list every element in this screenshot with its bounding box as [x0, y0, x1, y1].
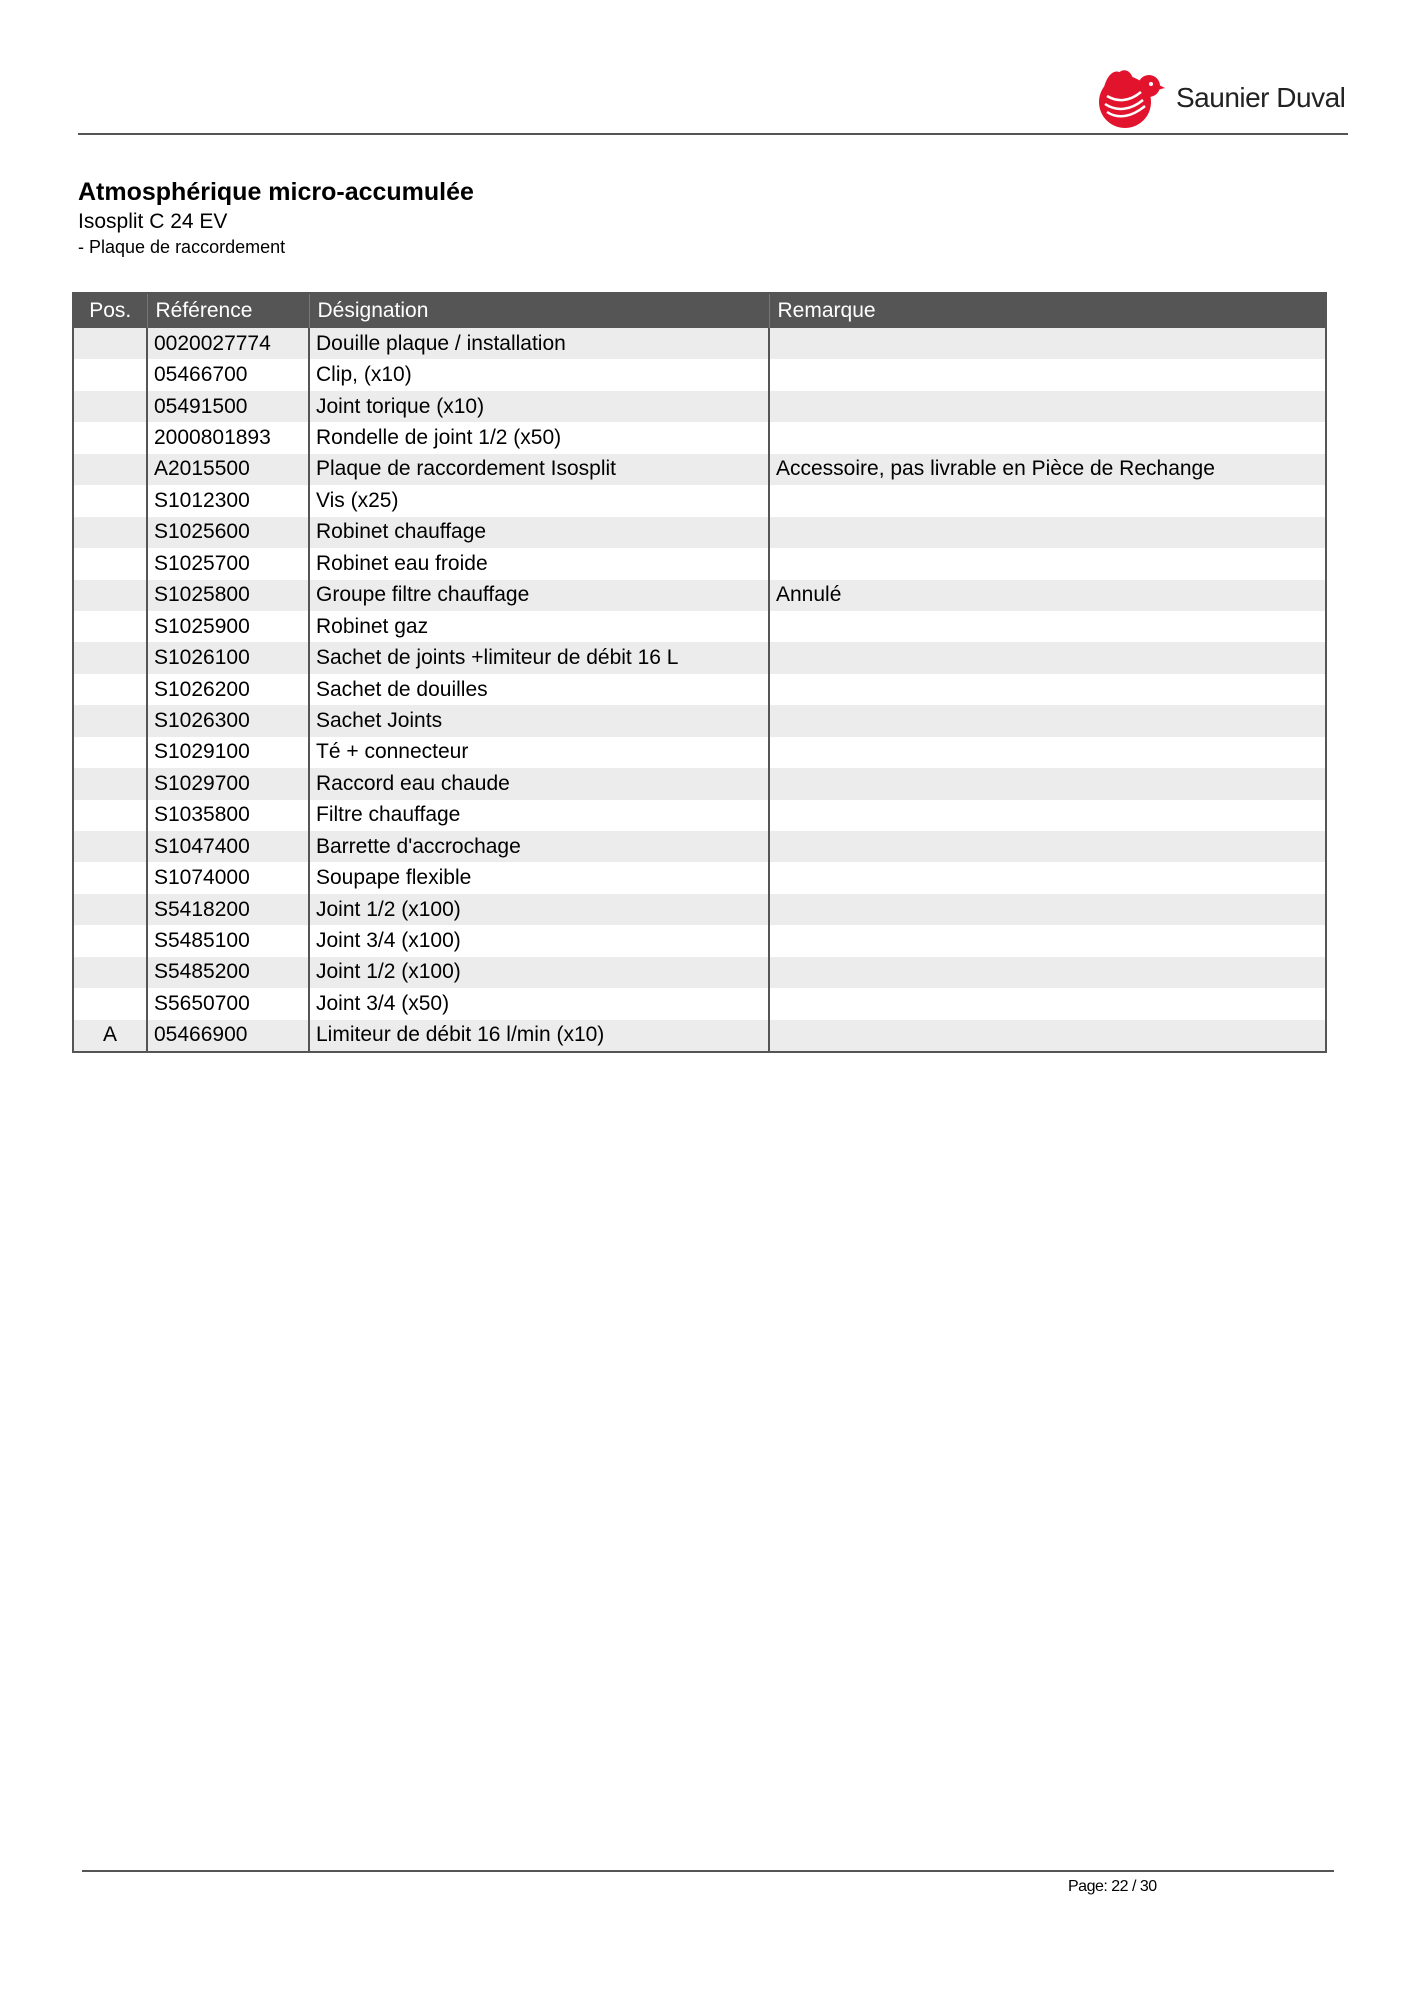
table-row	[73, 391, 1326, 422]
cell-designation: Joint 1/2 (x100)	[309, 957, 769, 988]
cell-remarque	[769, 705, 1326, 736]
cell-pos	[73, 831, 147, 862]
cell-pos	[73, 454, 147, 485]
cell-reference: A2015500	[147, 454, 309, 485]
cell-designation: Plaque de raccordement Isosplit	[309, 454, 769, 485]
cell-designation: Joint 3/4 (x100)	[309, 925, 769, 956]
cell-pos	[73, 485, 147, 516]
saunier-duval-bird-logo-icon	[1093, 62, 1165, 132]
cell-pos	[73, 517, 147, 548]
cell-designation: Groupe filtre chauffage	[309, 580, 769, 611]
cell-designation: Robinet gaz	[309, 611, 769, 642]
cell-pos	[73, 862, 147, 893]
cell-remarque	[769, 768, 1326, 799]
cell-pos	[73, 894, 147, 925]
cell-remarque	[769, 674, 1326, 705]
cell-remarque	[769, 862, 1326, 893]
cell-remarque	[769, 925, 1326, 956]
cell-designation: Sachet de douilles	[309, 674, 769, 705]
table-row	[73, 580, 1326, 611]
cell-remarque	[769, 548, 1326, 579]
cell-reference: S1026300	[147, 705, 309, 736]
table-row	[73, 359, 1326, 390]
cell-pos	[73, 580, 147, 611]
cell-reference: S1025600	[147, 517, 309, 548]
table-row	[73, 800, 1326, 831]
cell-reference: S5650700	[147, 988, 309, 1019]
cell-pos	[73, 674, 147, 705]
cell-designation: Sachet de joints +limiteur de débit 16 L	[309, 642, 769, 673]
cell-remarque	[769, 611, 1326, 642]
cell-pos	[73, 359, 147, 390]
table-row	[73, 1020, 1326, 1052]
cell-reference: S1012300	[147, 485, 309, 516]
column-header-pos: Pos.	[73, 293, 147, 328]
cell-remarque	[769, 359, 1326, 390]
cell-pos	[73, 422, 147, 453]
table-row	[73, 988, 1326, 1019]
header-divider	[78, 133, 1348, 135]
cell-designation: Sachet Joints	[309, 705, 769, 736]
cell-pos	[73, 391, 147, 422]
cell-remarque	[769, 988, 1326, 1019]
section-subtitle: - Plaque de raccordement	[78, 237, 286, 257]
table-row	[73, 768, 1326, 799]
footer-divider	[82, 1870, 1334, 1872]
cell-designation: Barrette d'accrochage	[309, 831, 769, 862]
cell-remarque	[769, 517, 1326, 548]
cell-remarque: Annulé	[769, 580, 1326, 611]
cell-reference: S1026100	[147, 642, 309, 673]
parts-table	[72, 292, 1327, 1053]
cell-remarque	[769, 800, 1326, 831]
cell-reference: S5485100	[147, 925, 309, 956]
cell-reference: S1026200	[147, 674, 309, 705]
table-row	[73, 925, 1326, 956]
table-row	[73, 957, 1326, 988]
brand-logo	[1093, 62, 1353, 132]
cell-reference: 0020027774	[147, 328, 309, 359]
cell-reference: S5418200	[147, 894, 309, 925]
cell-remarque	[769, 957, 1326, 988]
cell-remarque	[769, 737, 1326, 768]
cell-pos	[73, 800, 147, 831]
cell-reference: S5485200	[147, 957, 309, 988]
table-row	[73, 862, 1326, 893]
cell-remarque	[769, 391, 1326, 422]
cell-designation: Robinet chauffage	[309, 517, 769, 548]
cell-pos	[73, 988, 147, 1019]
table-row	[73, 422, 1326, 453]
table-row	[73, 674, 1326, 705]
cell-remarque	[769, 328, 1326, 359]
cell-designation: Douille plaque / installation	[309, 328, 769, 359]
page-title: Atmosphérique micro-accumulée	[78, 178, 474, 206]
cell-pos	[73, 642, 147, 673]
table-row	[73, 642, 1326, 673]
cell-designation: Clip, (x10)	[309, 359, 769, 390]
cell-designation: Rondelle de joint 1/2 (x50)	[309, 422, 769, 453]
table-row	[73, 611, 1326, 642]
cell-pos	[73, 957, 147, 988]
cell-designation: Té + connecteur	[309, 737, 769, 768]
cell-reference: 05466700	[147, 359, 309, 390]
table-header-row	[73, 293, 1326, 328]
cell-remarque	[769, 485, 1326, 516]
table-row	[73, 454, 1326, 485]
column-header-reference: Référence	[147, 293, 309, 328]
table-row	[73, 705, 1326, 736]
table-row	[73, 737, 1326, 768]
cell-reference: S1035800	[147, 800, 309, 831]
cell-remarque	[769, 894, 1326, 925]
page-number: Page: 22 / 30	[1068, 1878, 1157, 1895]
parts-table-body	[73, 328, 1326, 1052]
cell-designation: Soupape flexible	[309, 862, 769, 893]
cell-designation: Limiteur de débit 16 l/min (x10)	[309, 1020, 769, 1052]
cell-designation: Filtre chauffage	[309, 800, 769, 831]
cell-pos	[73, 611, 147, 642]
table-row	[73, 328, 1326, 359]
table-row	[73, 831, 1326, 862]
table-row	[73, 548, 1326, 579]
column-header-remarque: Remarque	[769, 293, 1326, 328]
cell-designation: Joint 1/2 (x100)	[309, 894, 769, 925]
cell-designation: Joint 3/4 (x50)	[309, 988, 769, 1019]
cell-reference: S1029100	[147, 737, 309, 768]
cell-pos	[73, 328, 147, 359]
table-row	[73, 894, 1326, 925]
cell-pos	[73, 925, 147, 956]
cell-reference: S1025700	[147, 548, 309, 579]
cell-pos	[73, 737, 147, 768]
cell-remarque	[769, 831, 1326, 862]
cell-remarque	[769, 642, 1326, 673]
cell-pos: A	[73, 1020, 147, 1052]
cell-remarque	[769, 1020, 1326, 1052]
cell-designation: Joint torique (x10)	[309, 391, 769, 422]
cell-remarque	[769, 422, 1326, 453]
cell-pos	[73, 705, 147, 736]
cell-reference: S1047400	[147, 831, 309, 862]
model-name: Isosplit C 24 EV	[78, 210, 228, 233]
column-header-designation: Désignation	[309, 293, 769, 328]
cell-pos	[73, 768, 147, 799]
cell-reference: S1025800	[147, 580, 309, 611]
cell-remarque: Accessoire, pas livrable en Pièce de Rechange	[769, 454, 1326, 485]
cell-reference: 05491500	[147, 391, 309, 422]
cell-designation: Vis (x25)	[309, 485, 769, 516]
cell-reference: S1029700	[147, 768, 309, 799]
cell-designation: Robinet eau froide	[309, 548, 769, 579]
cell-reference: 2000801893	[147, 422, 309, 453]
brand-name: Saunier Duval	[1176, 82, 1346, 113]
cell-pos	[73, 548, 147, 579]
cell-designation: Raccord eau chaude	[309, 768, 769, 799]
table-row	[73, 517, 1326, 548]
cell-reference: 05466900	[147, 1020, 309, 1052]
table-row	[73, 485, 1326, 516]
cell-reference: S1025900	[147, 611, 309, 642]
cell-reference: S1074000	[147, 862, 309, 893]
